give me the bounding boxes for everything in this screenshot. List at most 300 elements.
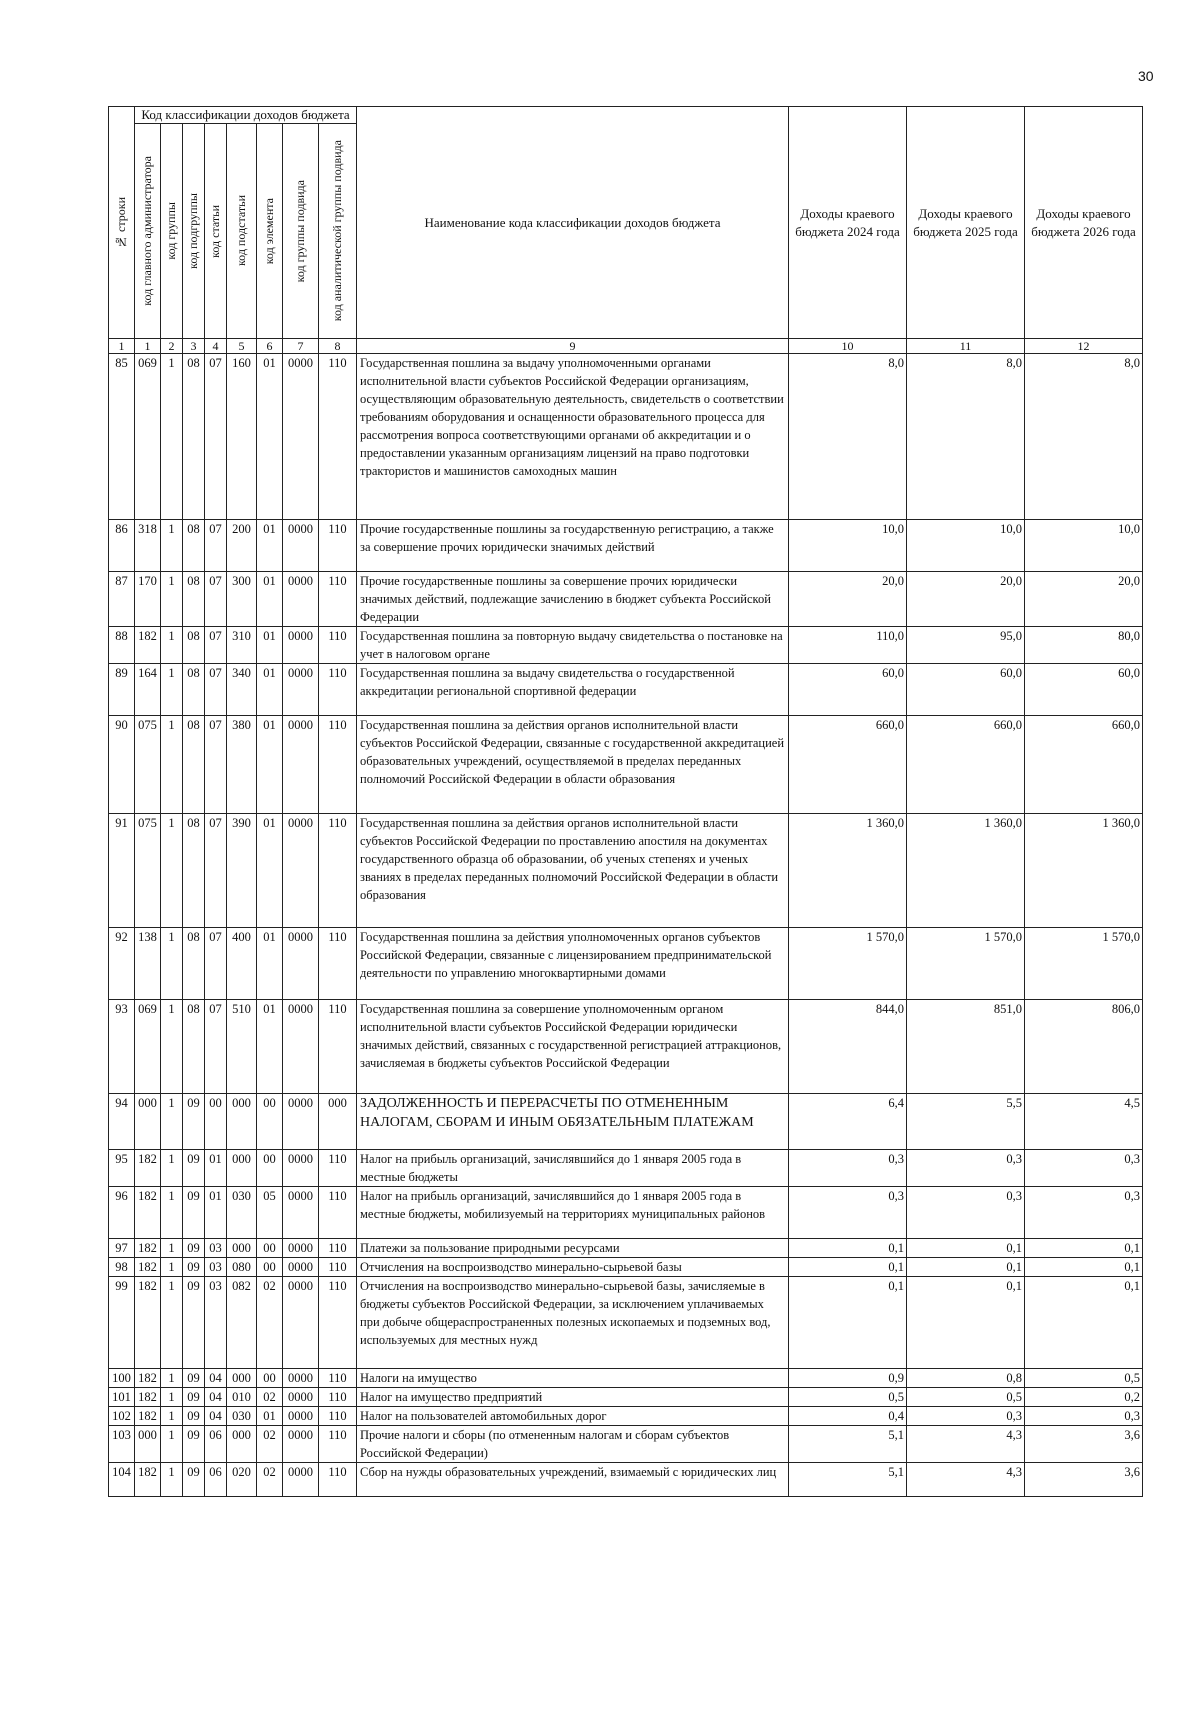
table-row (109, 1000, 1143, 1094)
element-code-cell: 00 (257, 1150, 283, 1187)
group-code-cell: 1 (161, 354, 183, 520)
element-code-cell: 01 (257, 354, 283, 520)
amount-2026-cell: 0,1 (1025, 1239, 1143, 1258)
admin-code-cell: 075 (135, 814, 161, 928)
revenue-name-cell: Налог на пользователей автомобильных дорог (357, 1407, 789, 1426)
analytic-group-code-cell: 110 (319, 1463, 357, 1497)
header-code-subtype-group: код группы подвида (283, 124, 319, 339)
analytic-group-code-cell: 110 (319, 627, 357, 664)
header-amount-2024: Доходы краевого бюджета 2024 года (789, 107, 907, 339)
admin-code-cell: 000 (135, 1426, 161, 1463)
amount-2025-cell: 8,0 (907, 354, 1025, 520)
analytic-group-code-cell: 110 (319, 1426, 357, 1463)
header-code-group: Код классификации доходов бюджета (135, 107, 357, 124)
article-code-cell: 07 (205, 1000, 227, 1094)
column-number: 11 (907, 339, 1025, 354)
analytic-group-code-cell: 110 (319, 1369, 357, 1388)
table-header (109, 107, 1143, 354)
element-code-cell: 02 (257, 1426, 283, 1463)
group-code-cell: 1 (161, 520, 183, 572)
subgroup-code-cell: 09 (183, 1426, 205, 1463)
amount-2026-cell: 0,1 (1025, 1277, 1143, 1369)
subgroup-code-cell: 09 (183, 1407, 205, 1426)
analytic-group-code-cell: 110 (319, 664, 357, 716)
element-code-cell: 02 (257, 1388, 283, 1407)
amount-2024-cell: 0,9 (789, 1369, 907, 1388)
amount-2024-cell: 5,1 (789, 1463, 907, 1497)
article-code-cell: 00 (205, 1094, 227, 1150)
table-row (109, 354, 1143, 520)
amount-2026-cell: 660,0 (1025, 716, 1143, 814)
table-row (109, 520, 1143, 572)
table-row (109, 1239, 1143, 1258)
row-number-cell: 97 (109, 1239, 135, 1258)
table-body (109, 354, 1143, 1497)
element-code-cell: 02 (257, 1277, 283, 1369)
subarticle-code-cell: 000 (227, 1426, 257, 1463)
analytic-group-code-cell: 110 (319, 814, 357, 928)
subarticle-code-cell: 080 (227, 1258, 257, 1277)
group-code-cell: 1 (161, 1463, 183, 1497)
subtype-group-code-cell: 0000 (283, 1000, 319, 1094)
admin-code-cell: 182 (135, 1150, 161, 1187)
group-code-cell: 1 (161, 928, 183, 1000)
amount-2024-cell: 110,0 (789, 627, 907, 664)
row-number-cell: 90 (109, 716, 135, 814)
table-row (109, 572, 1143, 627)
table-row (109, 664, 1143, 716)
subgroup-code-cell: 08 (183, 928, 205, 1000)
amount-2026-cell: 4,5 (1025, 1094, 1143, 1150)
row-number-cell: 87 (109, 572, 135, 627)
column-number: 9 (357, 339, 789, 354)
header-amount-2025: Доходы краевого бюджета 2025 года (907, 107, 1025, 339)
article-code-cell: 07 (205, 928, 227, 1000)
revenue-name-cell: Налоги на имущество (357, 1369, 789, 1388)
subarticle-code-cell: 010 (227, 1388, 257, 1407)
header-code-analytic-group: код аналитической группы подвида (319, 124, 357, 339)
subarticle-code-cell: 000 (227, 1239, 257, 1258)
article-code-cell: 06 (205, 1463, 227, 1497)
subgroup-code-cell: 09 (183, 1150, 205, 1187)
table-row (109, 1388, 1143, 1407)
revenue-name-cell: Государственная пошлина за действия уполномоченных органов субъектов Российской Федерации, связанные с лицензированием предпринимательской деятельности по управлению многоквартирными домами (357, 928, 789, 1000)
amount-2026-cell: 3,6 (1025, 1463, 1143, 1497)
subarticle-code-cell: 082 (227, 1277, 257, 1369)
group-code-cell: 1 (161, 1426, 183, 1463)
subarticle-code-cell: 390 (227, 814, 257, 928)
header-amount-2026: Доходы краевого бюджета 2026 года (1025, 107, 1143, 339)
analytic-group-code-cell: 110 (319, 1407, 357, 1426)
admin-code-cell: 069 (135, 1000, 161, 1094)
column-number: 12 (1025, 339, 1143, 354)
element-code-cell: 01 (257, 520, 283, 572)
admin-code-cell: 170 (135, 572, 161, 627)
amount-2026-cell: 80,0 (1025, 627, 1143, 664)
article-code-cell: 07 (205, 627, 227, 664)
row-number-cell: 93 (109, 1000, 135, 1094)
element-code-cell: 01 (257, 627, 283, 664)
article-code-cell: 03 (205, 1258, 227, 1277)
article-code-cell: 07 (205, 354, 227, 520)
element-code-cell: 02 (257, 1463, 283, 1497)
subgroup-code-cell: 09 (183, 1277, 205, 1369)
admin-code-cell: 182 (135, 627, 161, 664)
subtype-group-code-cell: 0000 (283, 1426, 319, 1463)
admin-code-cell: 182 (135, 1239, 161, 1258)
row-number-cell: 94 (109, 1094, 135, 1150)
element-code-cell: 00 (257, 1239, 283, 1258)
amount-2024-cell: 0,3 (789, 1150, 907, 1187)
amount-2026-cell: 0,5 (1025, 1369, 1143, 1388)
analytic-group-code-cell: 110 (319, 1150, 357, 1187)
article-code-cell: 07 (205, 520, 227, 572)
column-numbers-row (109, 339, 1143, 354)
revenue-name-cell: Прочие государственные пошлины за государственную регистрацию, а также за совершение прочих юридически значимых действий (357, 520, 789, 572)
subtype-group-code-cell: 0000 (283, 1407, 319, 1426)
admin-code-cell: 182 (135, 1463, 161, 1497)
article-code-cell: 03 (205, 1277, 227, 1369)
admin-code-cell: 182 (135, 1258, 161, 1277)
row-number-cell: 95 (109, 1150, 135, 1187)
group-code-cell: 1 (161, 1094, 183, 1150)
column-number: 2 (161, 339, 183, 354)
header-code-subgroup: код подгруппы (183, 124, 205, 339)
subgroup-code-cell: 08 (183, 664, 205, 716)
header-name: Наименование кода классификации доходов бюджета (357, 107, 789, 339)
subarticle-code-cell: 000 (227, 1369, 257, 1388)
article-code-cell: 01 (205, 1187, 227, 1239)
amount-2026-cell: 0,1 (1025, 1258, 1143, 1277)
table-row (109, 1277, 1143, 1369)
amount-2025-cell: 0,1 (907, 1258, 1025, 1277)
element-code-cell: 01 (257, 572, 283, 627)
analytic-group-code-cell: 110 (319, 1000, 357, 1094)
subarticle-code-cell: 310 (227, 627, 257, 664)
table-row (109, 627, 1143, 664)
revenue-name-cell: Сбор на нужды образовательных учреждений, взимаемый с юридических лиц (357, 1463, 789, 1497)
subtype-group-code-cell: 0000 (283, 520, 319, 572)
element-code-cell: 05 (257, 1187, 283, 1239)
row-number-cell: 104 (109, 1463, 135, 1497)
revenue-name-cell: Налог на прибыль организаций, зачислявшийся до 1 января 2005 года в местные бюджеты (357, 1150, 789, 1187)
admin-code-cell: 138 (135, 928, 161, 1000)
amount-2024-cell: 1 360,0 (789, 814, 907, 928)
group-code-cell: 1 (161, 1000, 183, 1094)
revenue-name-cell: Государственная пошлина за выдачу свидетельства о государственной аккредитации региональной спортивной федерации (357, 664, 789, 716)
amount-2025-cell: 0,3 (907, 1407, 1025, 1426)
revenue-name-cell: Государственная пошлина за действия органов исполнительной власти субъектов Российской Федерации по проставлению апостиля на документах государственного образца об образовании, об ученых степенях и ученых званиях в пределах переданных полномочий Российской Федерации в области образования (357, 814, 789, 928)
subtype-group-code-cell: 0000 (283, 1150, 319, 1187)
subgroup-code-cell: 09 (183, 1369, 205, 1388)
subgroup-code-cell: 09 (183, 1388, 205, 1407)
row-number-cell: 100 (109, 1369, 135, 1388)
group-code-cell: 1 (161, 716, 183, 814)
subarticle-code-cell: 400 (227, 928, 257, 1000)
article-code-cell: 07 (205, 814, 227, 928)
subarticle-code-cell: 510 (227, 1000, 257, 1094)
element-code-cell: 01 (257, 1000, 283, 1094)
article-code-cell: 07 (205, 716, 227, 814)
element-code-cell: 01 (257, 1407, 283, 1426)
row-number-cell: 89 (109, 664, 135, 716)
subtype-group-code-cell: 0000 (283, 627, 319, 664)
article-code-cell: 04 (205, 1369, 227, 1388)
row-number-cell: 85 (109, 354, 135, 520)
analytic-group-code-cell: 000 (319, 1094, 357, 1150)
amount-2024-cell: 0,1 (789, 1239, 907, 1258)
amount-2025-cell: 1 360,0 (907, 814, 1025, 928)
subgroup-code-cell: 08 (183, 572, 205, 627)
group-code-cell: 1 (161, 1277, 183, 1369)
subgroup-code-cell: 09 (183, 1239, 205, 1258)
article-code-cell: 07 (205, 664, 227, 716)
revenue-name-cell: ЗАДОЛЖЕННОСТЬ И ПЕРЕРАСЧЕТЫ ПО ОТМЕНЕННЫМ НАЛОГАМ, СБОРАМ И ИНЫМ ОБЯЗАТЕЛЬНЫМ ПЛАТЕЖАМ (357, 1094, 789, 1150)
column-number: 10 (789, 339, 907, 354)
subarticle-code-cell: 020 (227, 1463, 257, 1497)
amount-2025-cell: 95,0 (907, 627, 1025, 664)
header-code-subarticle: код подстатьи (227, 124, 257, 339)
subarticle-code-cell: 030 (227, 1187, 257, 1239)
amount-2024-cell: 10,0 (789, 520, 907, 572)
amount-2025-cell: 4,3 (907, 1426, 1025, 1463)
amount-2026-cell: 0,2 (1025, 1388, 1143, 1407)
group-code-cell: 1 (161, 814, 183, 928)
table-row (109, 1150, 1143, 1187)
table-row (109, 1187, 1143, 1239)
subtype-group-code-cell: 0000 (283, 664, 319, 716)
analytic-group-code-cell: 110 (319, 716, 357, 814)
amount-2024-cell: 60,0 (789, 664, 907, 716)
amount-2025-cell: 0,1 (907, 1239, 1025, 1258)
amount-2025-cell: 0,3 (907, 1187, 1025, 1239)
article-code-cell: 03 (205, 1239, 227, 1258)
subtype-group-code-cell: 0000 (283, 1258, 319, 1277)
group-code-cell: 1 (161, 1187, 183, 1239)
subtype-group-code-cell: 0000 (283, 1463, 319, 1497)
column-number: 6 (257, 339, 283, 354)
group-code-cell: 1 (161, 1407, 183, 1426)
element-code-cell: 00 (257, 1258, 283, 1277)
column-number: 7 (283, 339, 319, 354)
amount-2026-cell: 3,6 (1025, 1426, 1143, 1463)
amount-2025-cell: 1 570,0 (907, 928, 1025, 1000)
revenue-name-cell: Прочие государственные пошлины за совершение прочих юридически значимых действий, подлежащие зачислению в бюджет субъекта Российской Федерации (357, 572, 789, 627)
element-code-cell: 00 (257, 1094, 283, 1150)
column-number: 1 (135, 339, 161, 354)
subtype-group-code-cell: 0000 (283, 572, 319, 627)
revenue-name-cell: Государственная пошлина за повторную выдачу свидетельства о постановке на учет в налоговом органе (357, 627, 789, 664)
amount-2026-cell: 60,0 (1025, 664, 1143, 716)
revenue-name-cell: Государственная пошлина за действия органов исполнительной власти субъектов Российской Федерации, связанные с государственной аккредитацией образовательных учреждений, осуществляемой в пределах переданных полномочий Российской Федерации в области образования (357, 716, 789, 814)
amount-2025-cell: 4,3 (907, 1463, 1025, 1497)
element-code-cell: 00 (257, 1369, 283, 1388)
subgroup-code-cell: 08 (183, 814, 205, 928)
row-number-cell: 91 (109, 814, 135, 928)
group-code-cell: 1 (161, 572, 183, 627)
analytic-group-code-cell: 110 (319, 1239, 357, 1258)
column-number: 5 (227, 339, 257, 354)
column-number: 3 (183, 339, 205, 354)
amount-2025-cell: 0,5 (907, 1388, 1025, 1407)
subarticle-code-cell: 160 (227, 354, 257, 520)
amount-2024-cell: 8,0 (789, 354, 907, 520)
analytic-group-code-cell: 110 (319, 520, 357, 572)
analytic-group-code-cell: 110 (319, 1277, 357, 1369)
table-row (109, 716, 1143, 814)
column-number: 4 (205, 339, 227, 354)
revenue-name-cell: Отчисления на воспроизводство минерально-сырьевой базы, зачисляемые в бюджеты субъектов Российской Федерации, за исключением уплачиваемых при добыче общераспространенных полезных ископаемых и подземных вод, используемых для местных нужд (357, 1277, 789, 1369)
article-code-cell: 04 (205, 1388, 227, 1407)
article-code-cell: 07 (205, 572, 227, 627)
row-number-cell: 96 (109, 1187, 135, 1239)
group-code-cell: 1 (161, 1150, 183, 1187)
subtype-group-code-cell: 0000 (283, 1094, 319, 1150)
article-code-cell: 06 (205, 1426, 227, 1463)
amount-2024-cell: 0,4 (789, 1407, 907, 1426)
admin-code-cell: 182 (135, 1388, 161, 1407)
group-code-cell: 1 (161, 1239, 183, 1258)
admin-code-cell: 182 (135, 1369, 161, 1388)
element-code-cell: 01 (257, 664, 283, 716)
revenue-name-cell: Налог на имущество предприятий (357, 1388, 789, 1407)
element-code-cell: 01 (257, 928, 283, 1000)
row-number-cell: 88 (109, 627, 135, 664)
amount-2026-cell: 0,3 (1025, 1187, 1143, 1239)
row-number-cell: 86 (109, 520, 135, 572)
group-code-cell: 1 (161, 627, 183, 664)
amount-2025-cell: 60,0 (907, 664, 1025, 716)
amount-2025-cell: 0,3 (907, 1150, 1025, 1187)
table-row (109, 1463, 1143, 1497)
table-row (109, 814, 1143, 928)
header-row-no: № строки (109, 107, 135, 339)
subarticle-code-cell: 000 (227, 1094, 257, 1150)
amount-2026-cell: 806,0 (1025, 1000, 1143, 1094)
revenue-name-cell: Государственная пошлина за выдачу уполномоченными органами исполнительной власти субъектов Российской Федерации организациям, осуществляющим образовательную деятельность, свидетельств о соответствии требованиям оборудования и оснащенности образовательного процесса для рассмотрения вопроса соответствующими органами об аккредитации и о предоставлении указанным организациям лицензий на право подготовки трактористов и машинистов самоходных машин (357, 354, 789, 520)
subarticle-code-cell: 300 (227, 572, 257, 627)
revenue-name-cell: Отчисления на воспроизводство минерально-сырьевой базы (357, 1258, 789, 1277)
analytic-group-code-cell: 110 (319, 1187, 357, 1239)
amount-2025-cell: 660,0 (907, 716, 1025, 814)
subgroup-code-cell: 08 (183, 716, 205, 814)
group-code-cell: 1 (161, 1369, 183, 1388)
table-row (109, 1426, 1143, 1463)
analytic-group-code-cell: 110 (319, 1258, 357, 1277)
subarticle-code-cell: 000 (227, 1150, 257, 1187)
header-code-element: код элемента (257, 124, 283, 339)
amount-2024-cell: 1 570,0 (789, 928, 907, 1000)
subtype-group-code-cell: 0000 (283, 928, 319, 1000)
subgroup-code-cell: 08 (183, 354, 205, 520)
table-row (109, 1094, 1143, 1150)
budget-revenue-table (108, 106, 1143, 1497)
subtype-group-code-cell: 0000 (283, 1388, 319, 1407)
amount-2025-cell: 0,1 (907, 1277, 1025, 1369)
column-number: 8 (319, 339, 357, 354)
admin-code-cell: 000 (135, 1094, 161, 1150)
admin-code-cell: 182 (135, 1187, 161, 1239)
row-number-cell: 103 (109, 1426, 135, 1463)
subarticle-code-cell: 200 (227, 520, 257, 572)
article-code-cell: 01 (205, 1150, 227, 1187)
table-row (109, 1407, 1143, 1426)
revenue-name-cell: Налог на прибыль организаций, зачислявшийся до 1 января 2005 года в местные бюджеты, мобилизуемый на территориях муниципальных районов (357, 1187, 789, 1239)
amount-2024-cell: 0,3 (789, 1187, 907, 1239)
amount-2025-cell: 20,0 (907, 572, 1025, 627)
article-code-cell: 04 (205, 1407, 227, 1426)
subtype-group-code-cell: 0000 (283, 1239, 319, 1258)
admin-code-cell: 069 (135, 354, 161, 520)
subarticle-code-cell: 380 (227, 716, 257, 814)
amount-2025-cell: 0,8 (907, 1369, 1025, 1388)
revenue-name-cell: Государственная пошлина за совершение уполномоченным органом исполнительной власти субъектов Российской Федерации юридически значимых действий, связанных с государственной регистрацией аттракционов, зачисляемая в бюджеты субъектов Российской Федерации (357, 1000, 789, 1094)
amount-2024-cell: 844,0 (789, 1000, 907, 1094)
admin-code-cell: 182 (135, 1277, 161, 1369)
element-code-cell: 01 (257, 716, 283, 814)
page-number: 30 (1138, 68, 1154, 84)
subgroup-code-cell: 09 (183, 1094, 205, 1150)
subtype-group-code-cell: 0000 (283, 1277, 319, 1369)
row-number-cell: 101 (109, 1388, 135, 1407)
analytic-group-code-cell: 110 (319, 1388, 357, 1407)
amount-2024-cell: 6,4 (789, 1094, 907, 1150)
amount-2026-cell: 10,0 (1025, 520, 1143, 572)
amount-2025-cell: 851,0 (907, 1000, 1025, 1094)
group-code-cell: 1 (161, 664, 183, 716)
subgroup-code-cell: 09 (183, 1463, 205, 1497)
subgroup-code-cell: 08 (183, 627, 205, 664)
amount-2024-cell: 660,0 (789, 716, 907, 814)
subtype-group-code-cell: 0000 (283, 1187, 319, 1239)
amount-2025-cell: 5,5 (907, 1094, 1025, 1150)
amount-2026-cell: 1 570,0 (1025, 928, 1143, 1000)
subtype-group-code-cell: 0000 (283, 814, 319, 928)
table-row (109, 928, 1143, 1000)
subarticle-code-cell: 340 (227, 664, 257, 716)
amount-2024-cell: 0,5 (789, 1388, 907, 1407)
amount-2024-cell: 0,1 (789, 1258, 907, 1277)
row-number-cell: 98 (109, 1258, 135, 1277)
admin-code-cell: 075 (135, 716, 161, 814)
analytic-group-code-cell: 110 (319, 928, 357, 1000)
table-row (109, 1258, 1143, 1277)
column-number: 1 (109, 339, 135, 354)
element-code-cell: 01 (257, 814, 283, 928)
amount-2026-cell: 0,3 (1025, 1150, 1143, 1187)
header-code-admin: код главного администратора (135, 124, 161, 339)
revenue-name-cell: Прочие налоги и сборы (по отмененным налогам и сборам субъектов Российской Федерации) (357, 1426, 789, 1463)
subtype-group-code-cell: 0000 (283, 354, 319, 520)
amount-2026-cell: 8,0 (1025, 354, 1143, 520)
analytic-group-code-cell: 110 (319, 354, 357, 520)
table-row (109, 1369, 1143, 1388)
group-code-cell: 1 (161, 1388, 183, 1407)
row-number-cell: 92 (109, 928, 135, 1000)
subgroup-code-cell: 08 (183, 1000, 205, 1094)
row-number-cell: 99 (109, 1277, 135, 1369)
row-number-cell: 102 (109, 1407, 135, 1426)
group-code-cell: 1 (161, 1258, 183, 1277)
amount-2026-cell: 1 360,0 (1025, 814, 1143, 928)
subgroup-code-cell: 09 (183, 1258, 205, 1277)
amount-2026-cell: 0,3 (1025, 1407, 1143, 1426)
admin-code-cell: 164 (135, 664, 161, 716)
amount-2026-cell: 20,0 (1025, 572, 1143, 627)
revenue-name-cell: Платежи за пользование природными ресурсами (357, 1239, 789, 1258)
amount-2024-cell: 5,1 (789, 1426, 907, 1463)
amount-2024-cell: 20,0 (789, 572, 907, 627)
